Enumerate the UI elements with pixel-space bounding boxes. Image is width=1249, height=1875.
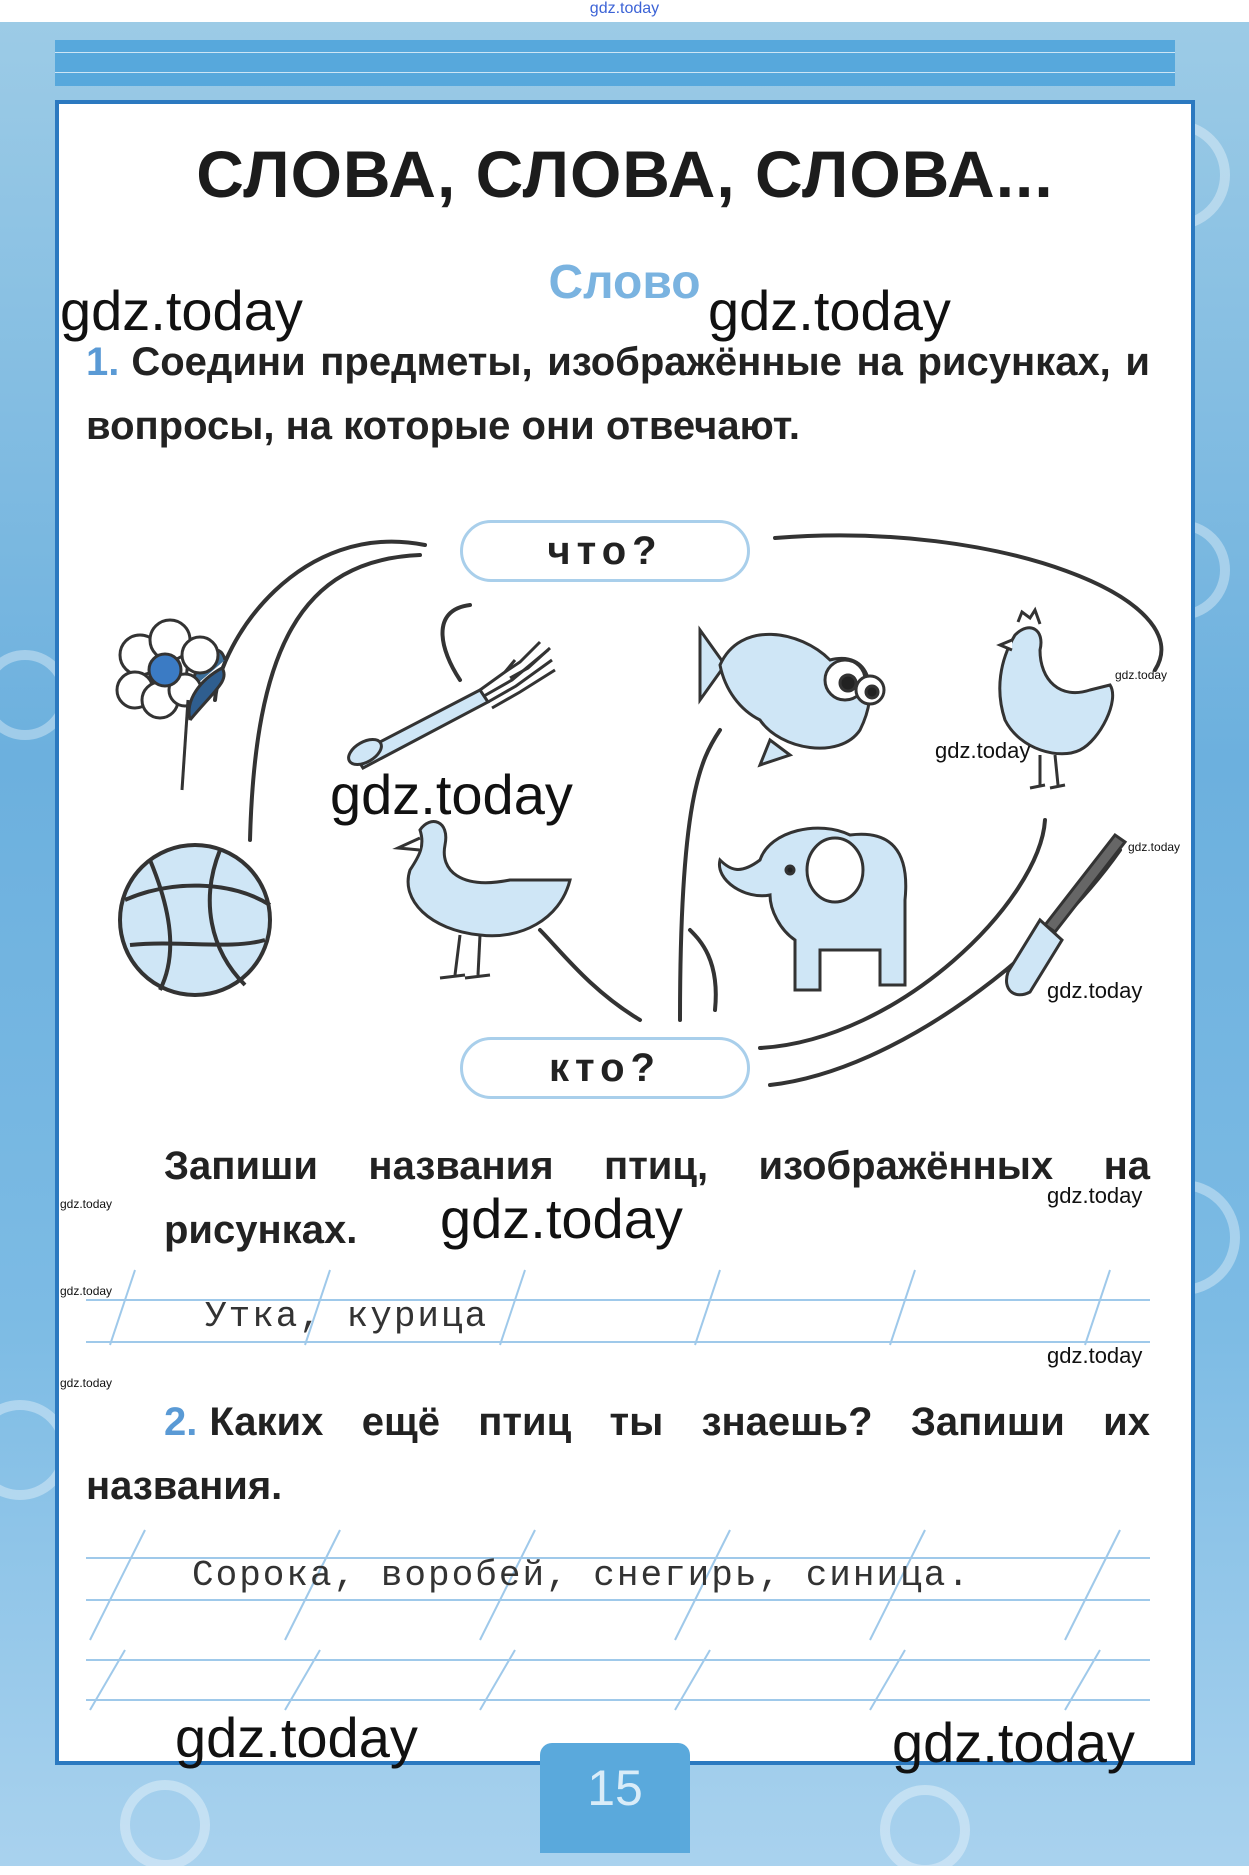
- watermark: gdz.today: [1047, 1183, 1143, 1208]
- header-watermark: gdz.today: [589, 0, 660, 17]
- watermark: gdz.today: [1047, 978, 1143, 1003]
- watermark: gdz.today: [60, 1197, 113, 1211]
- watermark: gdz.today: [708, 279, 951, 342]
- watermark: gdz.today: [60, 1284, 113, 1298]
- watermark: gdz.today: [440, 1187, 683, 1250]
- task1b-answer[interactable]: Утка, курица: [205, 1296, 489, 1337]
- task1-number: 1.: [86, 340, 120, 384]
- task1-text: Соедини предметы, изображённые на рисунках, и вопросы, на которые они отвечают.: [86, 340, 1150, 448]
- watermark: gdz.today: [892, 1711, 1135, 1774]
- task2-answer[interactable]: Сорока, воробей, снегирь, синица.: [192, 1555, 971, 1596]
- question-what-box: что?: [460, 520, 750, 582]
- watermark: gdz.today: [60, 279, 303, 342]
- task1b-text: Запиши названия птиц, изображённых на рисунках.: [164, 1144, 1150, 1252]
- page-number: 15: [587, 1760, 643, 1816]
- watermark: gdz.today: [1047, 1343, 1143, 1368]
- watermark: gdz.today: [935, 738, 1031, 763]
- watermark: gdz.today: [175, 1706, 418, 1769]
- section-subtitle: Слово: [548, 256, 701, 309]
- watermark: gdz.today: [60, 1376, 113, 1390]
- watermark: gdz.today: [1128, 840, 1181, 854]
- watermark: gdz.today: [1115, 668, 1168, 682]
- page-title: СЛОВА, СЛОВА, СЛОВА...: [196, 137, 1054, 211]
- watermark: gdz.today: [330, 763, 573, 826]
- task2-text: Каких ещё птиц ты знаешь? Запиши их названия.: [86, 1400, 1150, 1508]
- question-who-box: кто?: [460, 1037, 750, 1099]
- task2-number: 2.: [164, 1400, 198, 1444]
